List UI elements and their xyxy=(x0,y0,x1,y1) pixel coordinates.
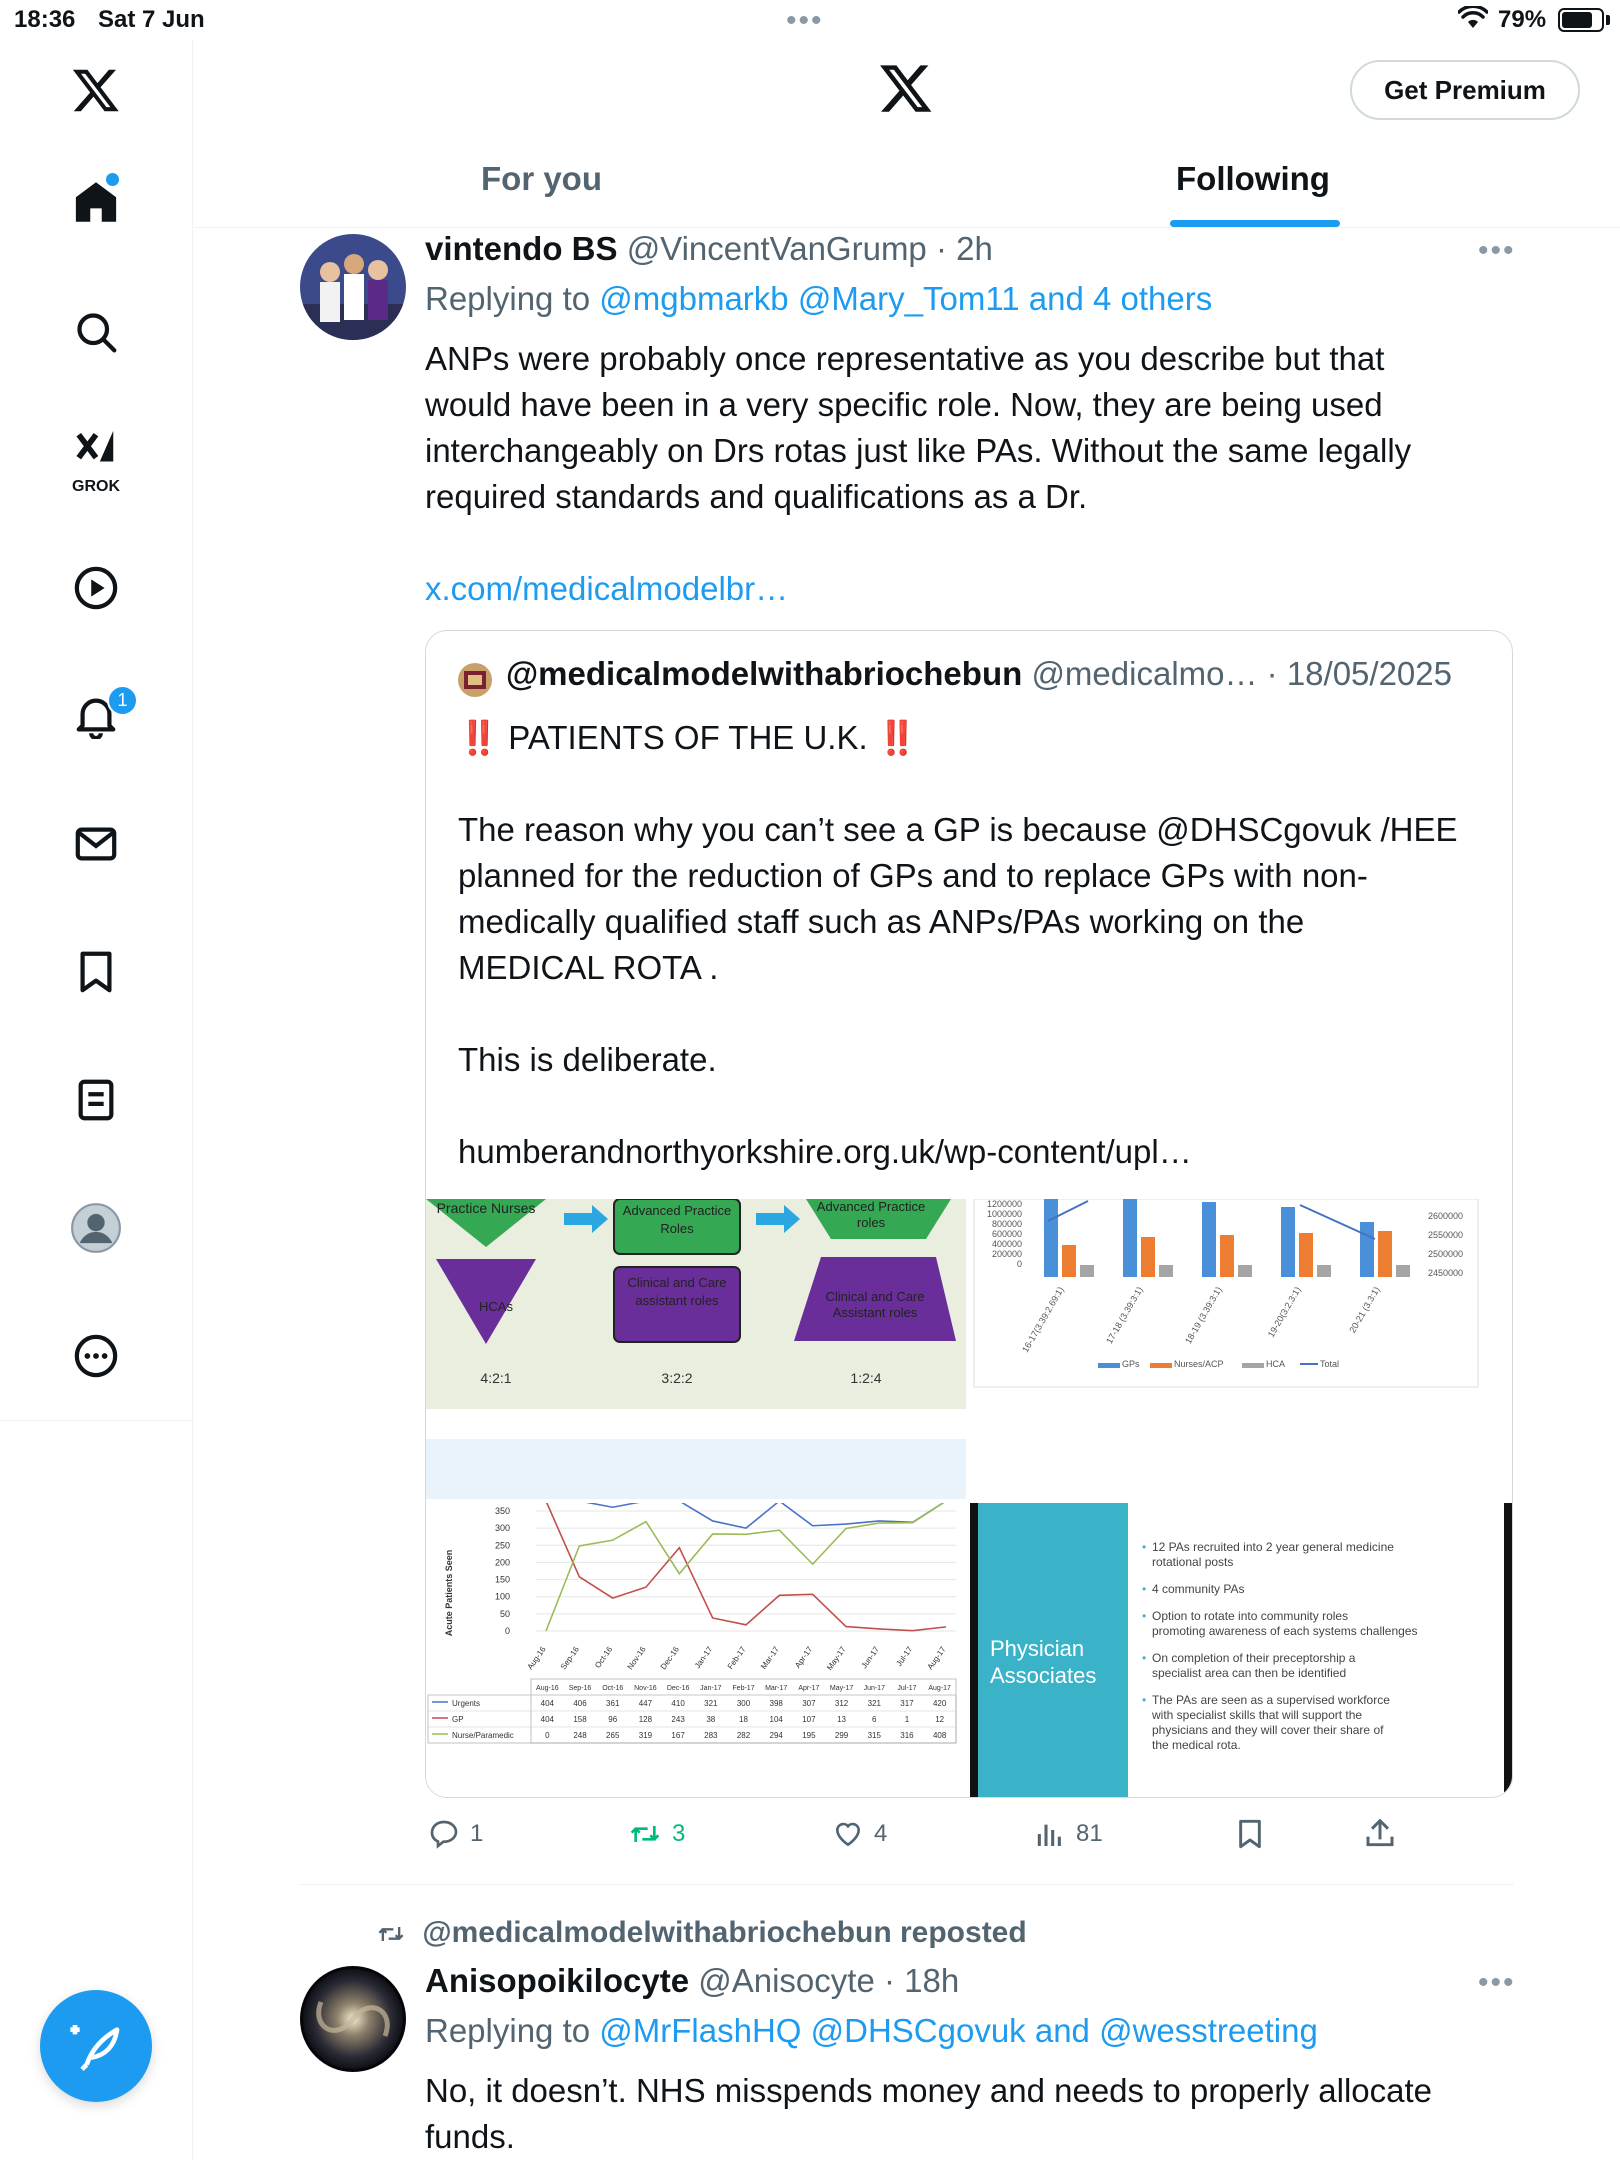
bar-gp xyxy=(1044,1199,1058,1277)
bar-hca xyxy=(1080,1265,1094,1277)
table-cell: 167 xyxy=(671,1731,685,1740)
table-cell: 408 xyxy=(932,1731,947,1740)
bar-gp xyxy=(1281,1207,1295,1277)
more-icon[interactable] xyxy=(66,1326,126,1386)
replying-to-users[interactable]: @mgbmarkb @Mary_Tom11 and 4 others xyxy=(599,280,1213,317)
table-cell: 128 xyxy=(638,1715,653,1724)
battery-icon xyxy=(1558,8,1604,32)
bar-nurse xyxy=(1141,1237,1155,1277)
x-logo-icon[interactable] xyxy=(66,60,126,120)
table-cell: 18 xyxy=(739,1715,748,1724)
table-header-cell: Feb-17 xyxy=(732,1685,755,1692)
table-cell: 265 xyxy=(606,1731,620,1740)
table-cell: 317 xyxy=(900,1699,914,1708)
bar-hca xyxy=(1396,1265,1410,1277)
legend-swatch xyxy=(1300,1363,1318,1365)
views-button[interactable] xyxy=(1034,1818,1103,1850)
y-tick: 800000 xyxy=(991,1219,1022,1229)
bookmark-icon xyxy=(1234,1818,1266,1850)
y-tick: 1200000 xyxy=(986,1199,1022,1209)
table-header-cell: Sep-16 xyxy=(568,1685,592,1692)
status-date: Sat 7 Jun xyxy=(98,6,205,33)
quote-title-text: PATIENTS OF THE U.K. xyxy=(508,719,868,756)
table-cell: 312 xyxy=(834,1699,849,1708)
bullet-text: the medical rota. xyxy=(1152,1738,1241,1752)
post-text xyxy=(425,2068,1432,2160)
x-tick: 19-20(3:2.3:1) xyxy=(1265,1285,1303,1339)
table-cell: 300 xyxy=(736,1699,751,1708)
list-icon[interactable] xyxy=(66,1070,126,1130)
y-tick: 350 xyxy=(494,1506,510,1516)
bullet-text: promoting awareness of each systems challenges xyxy=(1152,1624,1418,1638)
status-time: 18:36 xyxy=(14,6,76,33)
bar-nurse xyxy=(1378,1231,1392,1277)
table-cell: 96 xyxy=(608,1715,618,1724)
bar-gp xyxy=(1360,1222,1374,1277)
x-tick: Apr-17 xyxy=(793,1644,815,1670)
legend-label: GPs xyxy=(1122,1359,1140,1369)
quoted-post[interactable] xyxy=(425,630,1513,1798)
reply-icon xyxy=(428,1818,460,1850)
table-header-cell: Nov-16 xyxy=(634,1685,657,1692)
quote-date: · 18/05/2025 xyxy=(1266,655,1452,692)
table-header-cell: Dec-16 xyxy=(666,1685,690,1692)
table-cell: 321 xyxy=(704,1699,718,1708)
post-divider xyxy=(300,1884,1514,1885)
table-cell: 319 xyxy=(638,1731,653,1740)
quote-text-line: MEDICAL ROTA . xyxy=(458,949,719,986)
image-label: HCAs xyxy=(479,1299,513,1314)
battery-nub xyxy=(1606,15,1610,25)
table-cell: 404 xyxy=(540,1699,555,1708)
repost-icon xyxy=(628,1818,662,1850)
quote-header xyxy=(506,655,1452,693)
dot-separator: · xyxy=(935,230,947,267)
compose-post-button[interactable] xyxy=(40,1990,152,2102)
image-label: Advanced Practice roles xyxy=(816,1199,926,1230)
table-cell: 315 xyxy=(867,1731,881,1740)
quote-title xyxy=(458,715,918,761)
post-text-line: required standards and qualifications as a Dr. xyxy=(425,478,1088,515)
battery-percent: 79% xyxy=(1498,6,1547,33)
table-cell: 0 xyxy=(545,1731,550,1740)
avatar[interactable] xyxy=(300,1966,406,2072)
table-cell: 104 xyxy=(769,1715,783,1724)
table-cell: 243 xyxy=(671,1715,685,1724)
table-cell: 38 xyxy=(706,1715,716,1724)
image-physician-associates-slide[interactable] xyxy=(970,1503,1513,1798)
quote-avatar xyxy=(458,663,492,697)
legend-swatch xyxy=(1098,1363,1120,1368)
alert-icon: ‼️ xyxy=(458,719,500,756)
tab-following[interactable]: Following xyxy=(1176,160,1330,197)
table-row-label: GP xyxy=(452,1715,464,1724)
author-name[interactable]: Anisopoikilocyte xyxy=(425,1962,690,1999)
share-button[interactable] xyxy=(1364,1818,1396,1850)
views-icon xyxy=(1034,1818,1066,1850)
legend-swatch xyxy=(1150,1363,1172,1368)
replying-to-users[interactable]: @MrFlashHQ @DHSCgovuk and @wesstreeting xyxy=(599,2012,1318,2049)
dot-separator: · xyxy=(883,1962,895,1999)
post-header xyxy=(425,1962,959,2000)
y-tick: 50 xyxy=(499,1608,510,1619)
reply-count: 1 xyxy=(470,1820,484,1847)
y-tick: 150 xyxy=(494,1574,510,1585)
ratio-label: 4:2:1 xyxy=(480,1370,512,1386)
ratio-label: 3:2:2 xyxy=(661,1370,693,1386)
repost-button[interactable] xyxy=(628,1818,685,1850)
x-tick: 18-19 (3.39:3:1) xyxy=(1183,1285,1224,1346)
table-cell: 316 xyxy=(900,1731,914,1740)
bullet-marker: • xyxy=(1142,1693,1147,1707)
replying-to-prefix: Replying to xyxy=(425,2012,600,2049)
y2-tick: 2450000 xyxy=(1428,1268,1464,1278)
table-row-label: Urgents xyxy=(452,1699,481,1708)
x-tick: Jun-17 xyxy=(859,1644,881,1671)
table-cell: 107 xyxy=(802,1715,816,1724)
x-tick: Feb-17 xyxy=(725,1644,748,1671)
bar-hca xyxy=(1317,1265,1331,1277)
bar-nurse xyxy=(1299,1233,1313,1277)
x-tick: Aug-17 xyxy=(925,1644,948,1672)
bullet-text: 4 community PAs xyxy=(1152,1582,1245,1596)
author-name[interactable]: vintendo BS xyxy=(425,230,618,267)
share-icon xyxy=(1364,1818,1396,1850)
y-tick: 200 xyxy=(494,1557,510,1568)
table-header-cell: May-17 xyxy=(829,1685,854,1692)
quote-text xyxy=(458,807,1458,991)
tab-for-you[interactable]: For you xyxy=(481,160,602,197)
bullet-marker: • xyxy=(1142,1609,1147,1623)
author-handle[interactable]: @Anisocyte xyxy=(698,1962,875,1999)
bar-nurse xyxy=(1062,1245,1076,1277)
bullet-text: rotational posts xyxy=(1152,1555,1234,1569)
table-cell: 12 xyxy=(935,1715,945,1724)
post-text-line: funds. xyxy=(425,2118,515,2155)
table-header-cell: Oct-16 xyxy=(602,1685,624,1692)
bullet-text: with specialist skills that will support the xyxy=(1152,1708,1363,1722)
x-tick: Oct-16 xyxy=(593,1644,615,1670)
table-cell: 420 xyxy=(932,1699,947,1708)
x-tick: May-17 xyxy=(824,1644,848,1673)
quote-author-handle: @medicalmo… xyxy=(1031,655,1258,692)
x-tick: 20-21 (3.3:1) xyxy=(1347,1285,1382,1335)
quote-text-line: This is deliberate. xyxy=(458,1041,717,1078)
image-workforce-ratio[interactable] xyxy=(426,1199,966,1499)
image-workforce-chart[interactable] xyxy=(970,1199,1513,1499)
x-tick: Sep-16 xyxy=(558,1644,581,1672)
bar-gp xyxy=(1123,1199,1137,1277)
bullet-text: 12 PAs recruited into 2 year general medicine xyxy=(1152,1540,1394,1554)
post-text-line: ANPs were probably once representative as you describe but that xyxy=(425,340,1385,377)
table-cell: 13 xyxy=(837,1715,847,1724)
y2-tick: 2600000 xyxy=(1428,1211,1464,1221)
y2-tick: 2500000 xyxy=(1428,1249,1464,1259)
get-premium-button[interactable]: Get Premium xyxy=(1350,60,1580,120)
repost-indicator xyxy=(374,1916,1027,1950)
table-cell: 410 xyxy=(671,1699,685,1708)
more-options-icon[interactable]: ••• xyxy=(1478,1966,1516,1999)
x-logo-icon xyxy=(878,60,934,121)
post-text-line: No, it doesn’t. NHS misspends money and needs to properly allocate xyxy=(425,2072,1433,2109)
table-cell: 294 xyxy=(769,1731,783,1740)
post-text xyxy=(425,336,1411,520)
quote-text-line: planned for the reduction of GPs and to replace GPs with non- xyxy=(458,857,1368,894)
like-button[interactable] xyxy=(832,1818,887,1850)
profile-icon[interactable] xyxy=(66,1198,126,1258)
y-axis-label: Acute Patients Seen xyxy=(444,1549,454,1637)
replying-to-prefix: Replying to xyxy=(425,280,600,317)
table-cell: 299 xyxy=(834,1731,849,1740)
y-tick: 1000000 xyxy=(986,1209,1022,1219)
post-text-line: would have been in a very specific role. Now, they are being used xyxy=(425,386,1383,423)
bookmark-button[interactable] xyxy=(1234,1818,1266,1850)
repost-icon xyxy=(374,1920,408,1948)
bullet-marker: • xyxy=(1142,1540,1147,1554)
table-header-cell: Apr-17 xyxy=(798,1685,820,1692)
x-tick: Nov-16 xyxy=(625,1644,648,1672)
x-tick: Dec-16 xyxy=(658,1644,681,1672)
quote-text-line: The reason why you can’t see a GP is because @DHSCgovuk /HEE xyxy=(458,811,1458,848)
view-count: 81 xyxy=(1076,1820,1103,1847)
table-header-cell: Jul-17 xyxy=(897,1685,917,1692)
active-tab-indicator xyxy=(1170,220,1340,227)
status-bar xyxy=(0,0,1620,40)
quote-url: humberandnorthyorkshire.org.uk/wp-content/upl… xyxy=(458,1133,1192,1170)
quote-author-name: @medicalmodelwithabriochebun xyxy=(506,655,1023,692)
table-cell: 158 xyxy=(573,1715,587,1724)
y2-tick: 2550000 xyxy=(1428,1230,1464,1240)
bullet-text: The PAs are seen as a supervised workforce xyxy=(1152,1693,1390,1707)
y-tick: 250 xyxy=(494,1540,510,1551)
image-label: Clinical and Care Assistant roles xyxy=(825,1289,925,1320)
bullet-text: specialist area can then be identified xyxy=(1152,1666,1347,1680)
wifi-icon xyxy=(1458,6,1488,37)
sidebar-divider xyxy=(0,1420,193,1421)
bar-gp xyxy=(1202,1202,1216,1277)
table-cell: 282 xyxy=(736,1731,751,1740)
table-cell: 398 xyxy=(769,1699,783,1708)
table-cell: 195 xyxy=(802,1731,816,1740)
y-tick: 100 xyxy=(494,1591,510,1602)
y-tick: 600000 xyxy=(991,1229,1022,1239)
video-icon[interactable] xyxy=(66,558,126,618)
image-label: Practice Nurses xyxy=(436,1200,536,1216)
image-label: Advanced Practice Roles xyxy=(622,1203,732,1236)
table-header-cell: Jan-17 xyxy=(700,1685,722,1692)
bar-hca xyxy=(1159,1265,1173,1277)
grok-label: GROK xyxy=(72,478,120,495)
repost-count: 3 xyxy=(672,1820,686,1847)
table-cell: 321 xyxy=(867,1699,881,1708)
post-link[interactable]: x.com/medicalmodelbr… xyxy=(425,570,789,607)
bullet-marker: • xyxy=(1142,1651,1147,1665)
y-tick: 0 xyxy=(504,1626,510,1636)
bar-hca xyxy=(1238,1265,1252,1277)
x-tick: Jul-17 xyxy=(894,1644,915,1669)
table-cell: 1 xyxy=(904,1715,910,1724)
table-header-cell: Mar-17 xyxy=(765,1685,788,1692)
post-time[interactable]: 2h xyxy=(956,230,993,267)
like-count: 4 xyxy=(874,1820,888,1847)
table-cell: 248 xyxy=(573,1731,587,1740)
table-header-cell: Aug-16 xyxy=(536,1685,559,1692)
post-header xyxy=(425,230,993,268)
table-row-label: Nurse/Paramedic xyxy=(452,1731,514,1740)
notification-badge: 1 xyxy=(107,685,138,716)
reply-button[interactable] xyxy=(428,1818,483,1850)
repost-label[interactable]: @medicalmodelwithabriochebun reposted xyxy=(422,1916,1027,1949)
search-icon[interactable] xyxy=(66,302,126,362)
table-cell: 361 xyxy=(606,1699,620,1708)
legend-swatch xyxy=(1242,1363,1264,1368)
table-header-cell: Aug-17 xyxy=(928,1685,951,1692)
legend-label: Total xyxy=(1320,1359,1340,1369)
heart-icon xyxy=(832,1818,864,1850)
image-acute-patients-chart[interactable] xyxy=(426,1503,966,1798)
x-tick: Aug-16 xyxy=(525,1644,548,1672)
bullet-text: On completion of their preceptorship a xyxy=(1152,1651,1356,1665)
y-tick: 300 xyxy=(494,1523,510,1534)
post-time[interactable]: 18h xyxy=(904,1962,960,1999)
alert-icon: ‼️ xyxy=(876,719,918,756)
more-options-icon[interactable]: ••• xyxy=(1478,234,1516,267)
grok-icon[interactable] xyxy=(66,420,126,480)
slide-title: Physician xyxy=(990,1636,1085,1661)
bullet-marker: • xyxy=(1142,1582,1147,1596)
replying-to xyxy=(425,280,1212,318)
bullet-text: Option to rotate into community roles xyxy=(1152,1609,1349,1623)
y-tick: 400000 xyxy=(991,1239,1022,1249)
image-label: Clinical and Care assistant roles xyxy=(627,1275,727,1308)
author-handle[interactable]: @VincentVanGrump xyxy=(626,230,927,267)
table-cell: 6 xyxy=(872,1715,877,1724)
quote-text-line: medically qualified staff such as ANPs/PAs working on the xyxy=(458,903,1305,940)
x-tick: 17-18 (3.39:3:1) xyxy=(1104,1285,1145,1346)
table-cell: 404 xyxy=(540,1715,555,1724)
table-cell: 447 xyxy=(638,1699,653,1708)
table-cell: 283 xyxy=(704,1731,718,1740)
post-text-line: interchangeably on Drs rotas just like PAs. Without the same legally xyxy=(425,432,1412,469)
legend-label: HCA xyxy=(1266,1359,1286,1369)
avatar[interactable] xyxy=(300,234,406,340)
y-tick: 0 xyxy=(1016,1259,1022,1269)
y-tick: 200000 xyxy=(991,1249,1022,1259)
bullet-text: physicians and they will cover their share of xyxy=(1152,1723,1384,1737)
table-header-cell: Jun-17 xyxy=(863,1685,885,1692)
home-unread-dot xyxy=(106,173,119,186)
table-cell: 406 xyxy=(573,1699,587,1708)
x-tick: Jan-17 xyxy=(692,1644,715,1671)
slide-title: Associates xyxy=(990,1663,1097,1688)
x-tick: Mar-17 xyxy=(759,1644,781,1671)
legend-label: Nurses/ACP xyxy=(1174,1359,1224,1369)
table-cell: 307 xyxy=(802,1699,816,1708)
x-tick: 16-17(3.39:2.69:1) xyxy=(1020,1285,1066,1355)
multitask-dots-icon[interactable]: ••• xyxy=(786,4,824,37)
mail-icon[interactable] xyxy=(66,814,126,874)
bookmark-icon[interactable] xyxy=(66,942,126,1002)
ratio-label: 1:2:4 xyxy=(850,1370,882,1386)
bar-nurse xyxy=(1220,1235,1234,1277)
replying-to xyxy=(425,2012,1318,2050)
